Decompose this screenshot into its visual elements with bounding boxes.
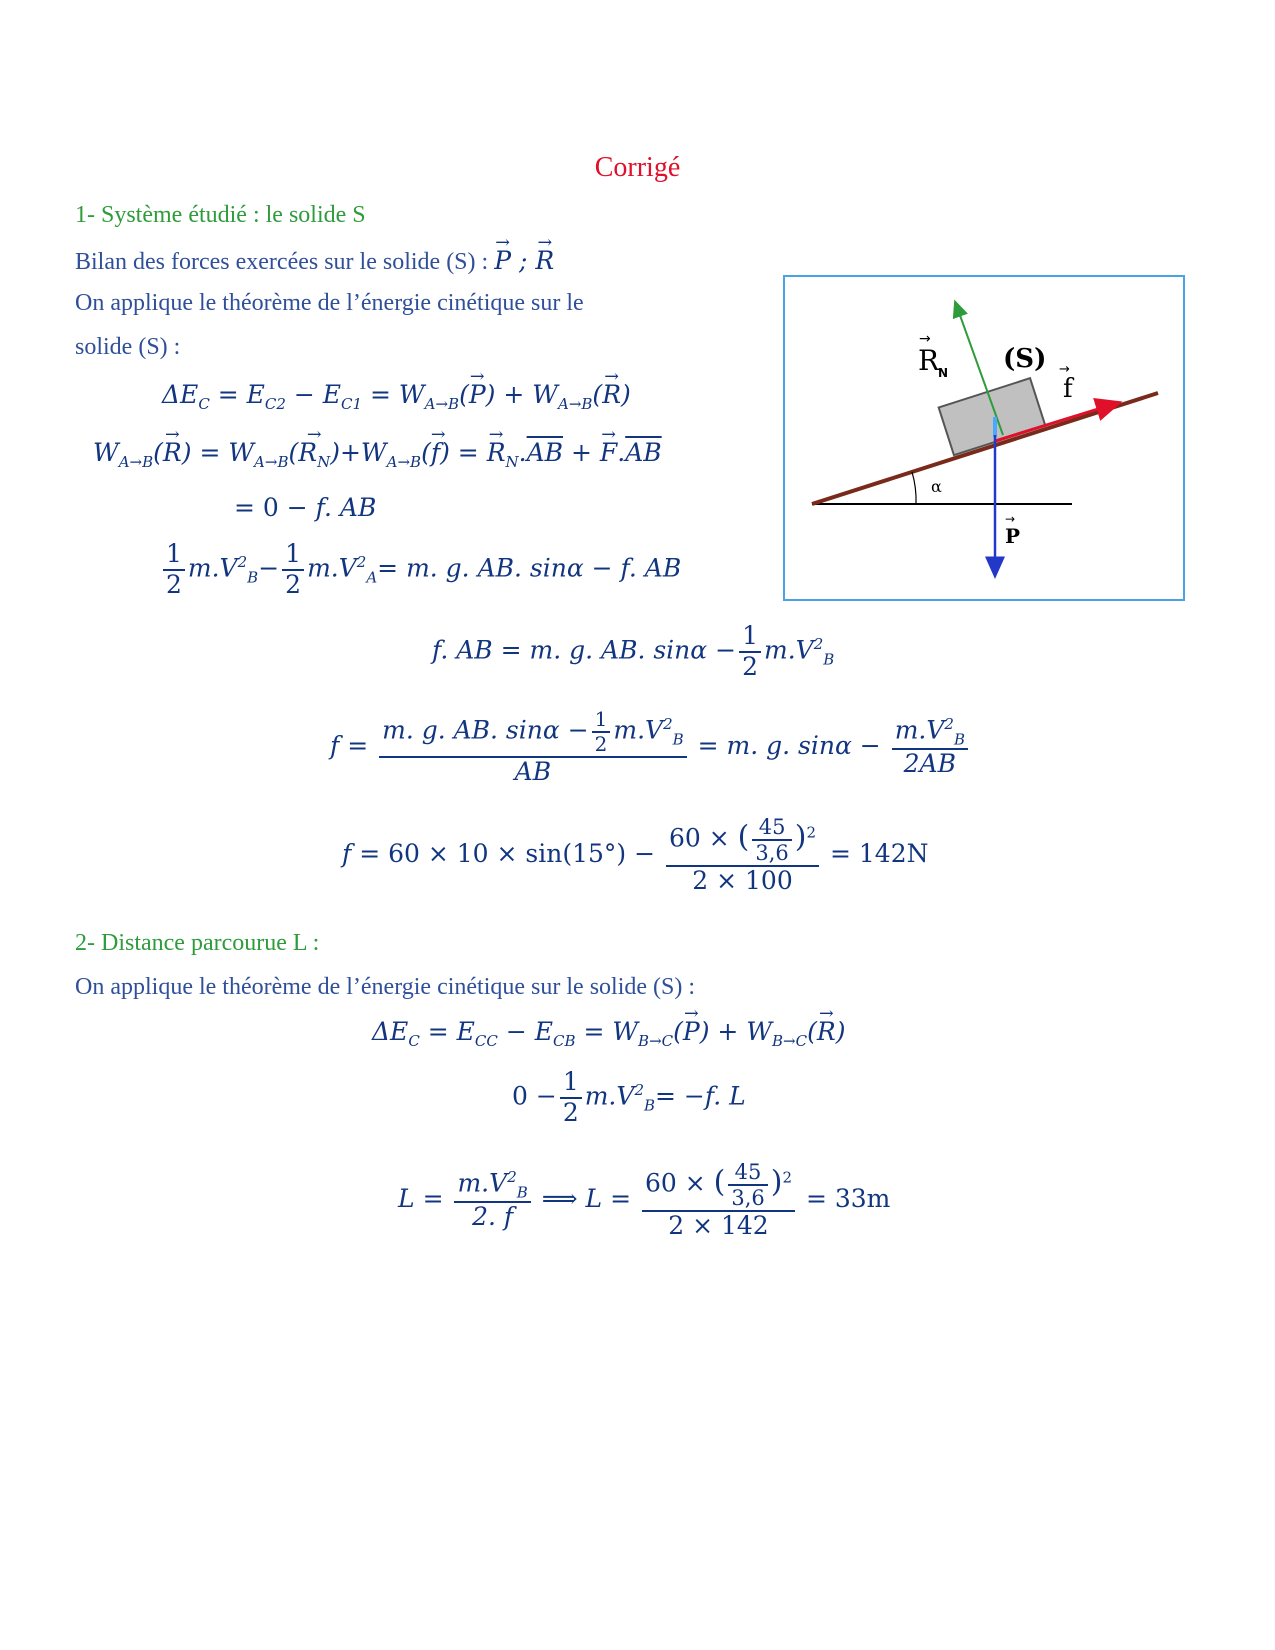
equation-work-r: $W_{A\to B}(\to R) = W_{A\to B}(\to R_N)+W_{A\to B}(\to f)$ = → $R_N.\overline{AB}$ + → $F.\overline{AB}$ [93,438,662,471]
theorem-line-1: On applique le théorème de l’énergie cinétique sur le [75,290,584,316]
page-title: Corrigé [594,152,681,183]
part1-heading: 1- Système étudié : le solide S [75,202,366,228]
part2-theorem: On applique le théorème de l’énergie cinétique sur le solide (S) : [75,974,696,1000]
result-f: = 142N [830,839,929,869]
equation-f-expression: f = m. g. AB. sinα − $\frac{1}{2}$ $m.V^2_B$ AB = m. g. sinα − $\frac{m.V^2_B}{2AB}$ [330,708,971,787]
angle-arc [912,472,916,504]
alpha-label: α [931,477,942,496]
result-l: = 33m [805,1184,891,1214]
bilan-line [75,246,554,276]
part2-heading: 2- Distance parcourue L : [75,930,320,956]
bilan-forces: → P ; → R [494,246,554,275]
s-label: (S) [1003,344,1047,374]
equation-f-numeric: f = 60 × 10 × sin(15°) − 60 × ( $\frac{45}{3,6}$ )$^2$ 2 × 100 = 142N [342,815,929,896]
rn-label: R [918,344,940,377]
equation-delta-ec: $\Delta E_C = E_{C2} - E_{C1} = W_{A\to B}(\to P) + W_{A\to B}(\to R)$ [162,380,631,413]
rn-vector-arrow: → [919,331,931,347]
equation-zero-kinetic: 0 − $\frac{1}{2}$ $m.V^2_B= -f$. L [512,1067,746,1127]
equation-f-ab: f. AB = m. g. AB. sinα − $\frac{1}{2}$ $m.V^2_B$ [432,621,835,681]
rn-subscript: N [938,366,949,380]
bilan-text: Bilan des forces exercées sur le solide (S) : [75,249,489,275]
incline-figure [783,275,1185,601]
p-vector-arrow: → [1005,512,1016,526]
equation-delta-ec-2: $\Delta E_C = E_{CC} - E_{CB} = W_{B\to C}(\to P) + W_{B\to C}(\to R)$ [372,1017,845,1050]
equation-l: L = $\frac{m.V^2_B}{2. f}$ ⟹ L = 60 × ( $\frac{45}{3,6}$ )$^2$ 2 × 142 = 33m [398,1160,891,1241]
f-vector-arrow: → [1059,362,1070,377]
solid-block [939,378,1046,455]
equation-kinetic-1: $\frac{1}{2}$ $m.V^2_B-$ $\frac{1}{2}$ $m.V^2_A= m$. g. AB. sinα − f. AB [160,540,681,600]
incline-diagram [785,277,1183,599]
equation-zero-minus: = 0 − f. AB [234,493,377,522]
f-label: f [1063,374,1073,404]
theorem-line-2: solide (S) : [75,334,181,360]
p-label: P [1005,524,1021,548]
